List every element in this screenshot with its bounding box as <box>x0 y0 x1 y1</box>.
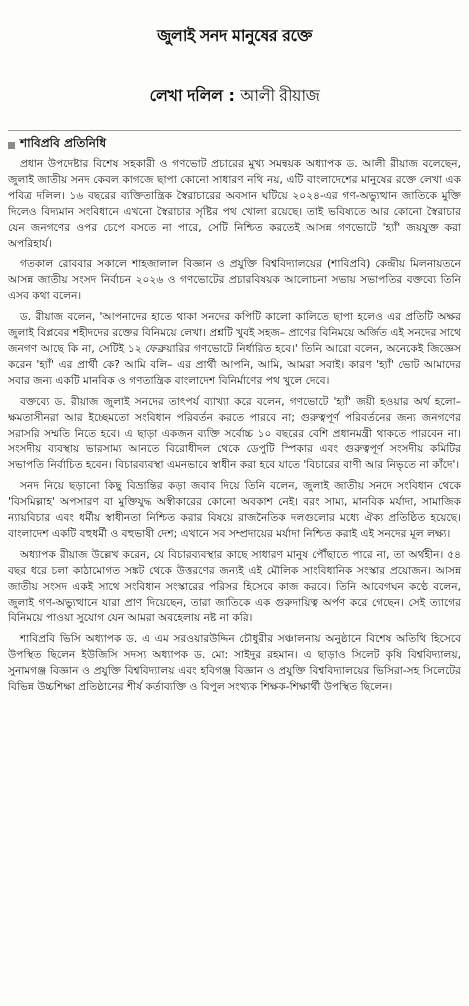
paragraph: প্রধান উপদেষ্টার বিশেষ সহকারী ও গণভোট প্রচারের মুখ্য সমন্বয়ক অধ্যাপক ড. আলী রীয়াজ বলেছেন, জুলাই জাতীয় সনদ কেবল কাগজে ছাপা কোনো সাধারণ নথি নয়, এটি বাংলাদেশের মানুষের রক্তে লেখা এক পবিত্র দলিল। ১৬ বছরের ব্যক্তিতান্ত্রিক স্বৈরাচারের অবসান ঘটিয়ে ২০২৪-এর গণ-অভ্যুত্থান জাতিকে মুক্তি দিলেও বিদ্যমান সংবিধানে এখনো স্বৈরাচার সৃষ্টির পথ খোলা রয়েছে। তাই ভবিষ্যতে আর কোনো স্বৈরাচার যেন জনগণের ওপর চেপে বসতে না পারে, সেটি নিশ্চিত করতেই আসন্ন গণভোটে 'হ্যাঁ' জয়যুক্ত করা অপরিহার্য। <box>8 158 461 250</box>
divider <box>8 130 461 131</box>
paragraph: শাবিপ্রবি ভিসি অধ্যাপক ড. এ এম সরওয়ারউদ্দিন চৌধুরীর সঞ্চালনায় অনুষ্ঠানে বিশেষ অতিথি হিসেবে উপস্থিত ছিলেন ইউজিসি সদস্য অধ্যাপক ড. মো: সাইদুর রহমান। এ ছাড়াও সিলেট কৃষি বিশ্ববিদ্যালয়, সুনামগঞ্জ বিজ্ঞান ও প্রযুক্তি বিশ্ববিদ্যালয় এবং হবিগঞ্জ বিজ্ঞান ও প্রযুক্তি বিশ্ববিদ্যালয়ের ভিসিরা-সহ সিলেটের বিভিন্ন উচ্চশিক্ষা প্রতিষ্ঠানের শীর্ষ কর্তাব্যক্তি ও বিপুল সংখ্যক শিক্ষক-শিক্ষার্থী উপস্থিত ছিলেন। <box>8 633 461 694</box>
byline-square-icon <box>8 142 15 149</box>
paragraph: ড. রীয়াজ বলেন, 'আপনাদের হাতে থাকা সনদের কপিটি কালো কালিতে ছাপা হলেও এর প্রতিটি অক্ষর জুলাই বিপ্লবের শহীদদের রক্তের বিনিময়ে লেখা। প্রশ্নটি খুবই সহজ– প্রাণের বিনিময়ে অর্জিত এই সনদের সাথে জনগণ আছে কি না, সেটিই ১২ ফেব্রুয়ারির গণভোটে নির্ধারিত হবে।' তিনি আরো বলেন, অনেকেই জিজ্ঞেস করেন 'হ্যাঁ' এর প্রার্থী কে? আমি বলি– এর প্রার্থী আপনি, আমি, আমরা সবাই। কারণ 'হ্যাঁ' ভোট আমাদের সবার জন্য একটি মানবিক ও গণতান্ত্রিক বাংলাদেশ বিনির্মাণের পথ খুলে দেবে। <box>8 311 461 387</box>
headline-author: আলী রীয়াজ <box>240 86 320 105</box>
paragraph: অধ্যাপক রীয়াজ উল্লেখ করেন, যে বিচারব্যবস্থার কাছে সাধারণ মানুষ পৌঁছাতে পারে না, তা অর্থহীন। ৫৪ বছর ধরে চলা কাঠামোগত সঙ্কট থেকে উত্তরণের জন্যই এই মৌলিক সাংবিধানিক সংস্কার প্রয়োজন। আসন্ন জাতীয় সংসদ একই সাথে সংবিধান সংস্কারের পরিসর হিসেবে কাজ করবে। তিনি আবেগঘন কণ্ঠে বলেন, জুলাই গণ-অভ্যুত্থানে যারা প্রাণ দিয়েছেন, তারা জাতিকে এক গুরুদায়িত্ব অর্পণ করে গেছেন। সেই ত্যাগের বিনিময়ে পাওয়া সুযোগ যেন আমরা অবহেলায় নষ্ট না করি। <box>8 548 461 625</box>
headline-line-1: জুলাই সনদ মানুষের রক্তে <box>157 26 312 45</box>
headline <box>0 0 469 126</box>
paragraph: সনদ নিয়ে ছড়ানো কিছু বিভ্রান্তির কড়া জবাব দিয়ে তিনি বলেন, জুলাই জাতীয় সনদে সংবিধান থেকে 'বিসমিল্লাহ' অপসারণ বা মুক্তিযুদ্ধ অস্বীকারের কোনো অবকাশ নেই। বরং সাম্য, মানবিক মর্যাদা, সামাজিক ন্যায়বিচার এবং ধর্মীয় স্বাধীনতা নিশ্চিত করার বিষয়ে রাজনৈতিক দলগুলোর মধ্যে ঐক্য প্রতিষ্ঠিত হয়েছে। বাংলাদেশ একটি বহুধর্মী ও বহুভাষী দেশ; এখানে সব সম্প্রদায়ের মর্যাদা নিশ্চিত করাই এই সনদের মূল লক্ষ্য। <box>8 480 461 540</box>
paragraph: বক্তব্যে ড. রীয়াজ জুলাই সনদের তাৎপর্য ব্যাখ্যা করে বলেন, গণভোটে 'হ্যাঁ' জয়ী হওয়ার অর্থ হলো– ক্ষমতাসীনরা আর ইচ্ছেমতো সংবিধান পরিবর্তন করতে পারবে না; গুরুত্বপূর্ণ পরিবর্তনের জন্য জনগণের সরাসরি সম্মতি নিতে হবে। এ ছাড়া একজন ব্যক্তি সর্বোচ্চ ১০ বছরের বেশি প্রধানমন্ত্রী থাকতে পারবেন না। সংসদীয় ব্যবস্থায় ভারসাম্য আনতে বিরোধীদল থেকে ডেপুটি স্পিকার এবং গুরুত্বপূর্ণ সংসদীয় কমিটির সভাপতি নির্বাচিত হবেন। বিচারব্যবস্থা এমনভাবে স্বাধীন করা হবে যাতে 'বিচারের বাণী আর নিভৃতে না কাঁদে'। <box>8 395 461 472</box>
paragraph: গতকাল রোববার সকালে শাহজালাল বিজ্ঞান ও প্রযুক্তি বিশ্ববিদ্যালয়ের (শাবিপ্রবি) কেন্দ্রীয় মিলনায়তনে আসন্ন জাতীয় সংসদ নির্বাচন ২০২৬ ও গণভোটের প্রচারবিষয়ক আলোচনা সভায় সভাপতির বক্তব্যে তিনি এসব কথা বলেন। <box>8 258 461 303</box>
headline-colon: : <box>228 86 235 105</box>
byline <box>8 135 461 155</box>
headline-line-2 <box>0 66 469 126</box>
headline-title-end: লেখা দলিল <box>149 86 223 105</box>
byline-text: শাবিপ্রবি প্রতিনিধি <box>20 136 107 150</box>
article-body <box>8 157 461 696</box>
